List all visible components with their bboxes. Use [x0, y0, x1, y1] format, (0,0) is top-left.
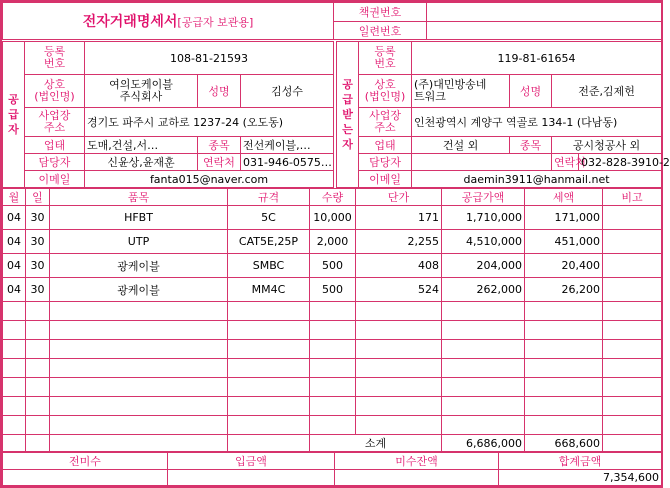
cell-empty [3, 321, 26, 340]
cell-price: 2,255 [356, 230, 442, 254]
cell-tax: 171,000 [525, 206, 603, 230]
cell-empty [3, 302, 26, 321]
label-line: 상호 [43, 78, 66, 91]
title-text: 전자거래명세서 [82, 14, 178, 30]
cell-empty [310, 397, 356, 416]
cell-supply: 262,000 [442, 278, 525, 302]
supplier-manager: 신윤상,윤재훈 [85, 154, 198, 171]
cell-empty [525, 340, 603, 359]
cell-note [603, 278, 662, 302]
supplier-biz-type-label: 업태 [25, 137, 85, 154]
cell-empty [228, 359, 310, 378]
receiver-company-label [359, 75, 412, 108]
total-label: 합계금액 [499, 453, 662, 470]
cell-empty [603, 321, 662, 340]
receiver-manager [412, 154, 552, 171]
cell-empty [442, 302, 525, 321]
cell-empty [50, 359, 228, 378]
subtotal-row [3, 435, 662, 452]
supplier-manager-label: 담당자 [25, 154, 85, 171]
receiver-biz-type: 건설 외 [412, 137, 510, 154]
col-header-tax: 세액 [525, 189, 603, 206]
cell-empty [310, 359, 356, 378]
receiver-reg-no: 119-81-61654 [412, 42, 662, 75]
items-table [2, 188, 662, 452]
supplier-side-char: 자 [8, 123, 19, 136]
cell-empty [3, 416, 26, 435]
subtotal-blank [50, 435, 228, 452]
header-table [2, 2, 662, 40]
col-header-day: 일 [26, 189, 50, 206]
receiver-contact: 032-828-3910-2 [579, 154, 662, 171]
receiver-address-label [359, 108, 412, 137]
cell-month: 04 [3, 206, 26, 230]
supplier-company [85, 75, 198, 108]
cell-day: 30 [26, 254, 50, 278]
col-header-qty: 수량 [310, 189, 356, 206]
cell-name: UTP [50, 230, 228, 254]
cell-empty [442, 359, 525, 378]
cell-day: 30 [26, 206, 50, 230]
supplier-biz-item: 전선케이블,… [241, 137, 334, 154]
cell-empty [26, 321, 50, 340]
book-no-label: 책권번호 [334, 3, 427, 22]
cell-empty [50, 302, 228, 321]
receiver-name: 전준,김제헌 [552, 75, 662, 108]
cell-empty [26, 397, 50, 416]
cell-empty [3, 378, 26, 397]
receiver-side-char: 공 [342, 78, 353, 91]
cell-empty [356, 359, 442, 378]
cell-price: 524 [356, 278, 442, 302]
cell-empty [26, 378, 50, 397]
cell-empty [525, 397, 603, 416]
cell-spec: SMBC [228, 254, 310, 278]
cell-empty [442, 340, 525, 359]
cell-empty [310, 302, 356, 321]
cell-empty [603, 397, 662, 416]
col-header-month: 월 [3, 189, 26, 206]
receiver-side-char: 자 [342, 138, 353, 151]
label-line: 등록 [374, 45, 396, 58]
label-line: 상호 [374, 78, 396, 91]
cell-tax: 26,200 [525, 278, 603, 302]
subtotal-supply: 6,686,000 [442, 435, 525, 452]
cell-empty [356, 340, 442, 359]
receiver-side-char: 급 [342, 93, 353, 106]
cell-day: 30 [26, 278, 50, 302]
cell-empty [525, 302, 603, 321]
supplier-biz-type: 도매,건설,서… [85, 137, 198, 154]
receiver-email: daemin3911@hanmail.net [412, 171, 662, 188]
cell-empty [3, 359, 26, 378]
cell-qty: 500 [310, 254, 356, 278]
cell-empty [603, 302, 662, 321]
supplier-contact-label: 연락처 [198, 154, 241, 171]
company-line: 트워크 [414, 90, 446, 103]
label-line: 등록 [43, 45, 66, 58]
receiver-manager-label: 담당자 [359, 154, 412, 171]
cell-empty [228, 397, 310, 416]
table-row-empty [3, 302, 662, 321]
receiver-name-label: 성명 [510, 75, 552, 108]
cell-empty [603, 416, 662, 435]
parties-table [2, 41, 670, 188]
receiver-contact-label: 연락처 [552, 154, 579, 171]
subtotal-note [603, 435, 662, 452]
cell-empty [228, 340, 310, 359]
label-line: 사업장 [38, 109, 71, 122]
subtotal-tax: 668,600 [525, 435, 603, 452]
cell-empty [26, 340, 50, 359]
cell-empty [356, 321, 442, 340]
cell-empty [26, 359, 50, 378]
cell-empty [525, 321, 603, 340]
cell-empty [310, 378, 356, 397]
totals-table [2, 452, 662, 486]
receiver-side-label [337, 42, 359, 188]
cell-supply: 1,710,000 [442, 206, 525, 230]
cell-empty [603, 340, 662, 359]
table-row-empty [3, 359, 662, 378]
supplier-name: 김성수 [241, 75, 334, 108]
cell-empty [310, 416, 356, 435]
balance-value [335, 470, 499, 486]
receiver-biz-item-label: 종목 [510, 137, 552, 154]
col-header-price: 단가 [356, 189, 442, 206]
supplier-address-label [25, 108, 85, 137]
cell-empty [50, 378, 228, 397]
supplier-side-label [3, 42, 25, 188]
cell-empty [525, 378, 603, 397]
subtotal-blank [26, 435, 50, 452]
book-no-value [427, 3, 662, 22]
supplier-reg-label [25, 42, 85, 75]
table-row-empty [3, 378, 662, 397]
supplier-reg-no: 108-81-21593 [85, 42, 334, 75]
cell-empty [3, 340, 26, 359]
table-row [3, 230, 662, 254]
supplier-side-char: 급 [8, 108, 19, 121]
table-row [3, 278, 662, 302]
items-body [3, 206, 662, 435]
deposit-label: 입금액 [168, 453, 335, 470]
receiver-email-label: 이메일 [359, 171, 412, 188]
cell-empty [310, 321, 356, 340]
supplier-address: 경기도 파주시 교하로 1237-24 (오도동) [85, 108, 334, 137]
receiver-biz-item: 공시청공사 외 [552, 137, 662, 154]
unpaid-value [3, 470, 168, 486]
label-line: (법인명) [364, 90, 406, 103]
cell-day: 30 [26, 230, 50, 254]
cell-empty [228, 378, 310, 397]
table-row-empty [3, 416, 662, 435]
cell-empty [603, 359, 662, 378]
cell-empty [356, 302, 442, 321]
cell-price: 408 [356, 254, 442, 278]
unpaid-label: 전미수 [3, 453, 168, 470]
receiver-side-char: 받 [342, 108, 353, 121]
cell-name: 광케이블 [50, 254, 228, 278]
serial-no-value [427, 22, 662, 40]
subtotal-label: 소계 [310, 435, 442, 452]
supplier-company-label [25, 75, 85, 108]
receiver-side-char: 는 [342, 123, 353, 136]
col-header-item: 품목 [50, 189, 228, 206]
subtotal-blank [3, 435, 26, 452]
col-header-spec: 규격 [228, 189, 310, 206]
cell-tax: 451,000 [525, 230, 603, 254]
serial-no-label: 일련번호 [334, 22, 427, 40]
cell-name: 광케이블 [50, 278, 228, 302]
cell-empty [310, 340, 356, 359]
receiver-biz-type-label: 업태 [359, 137, 412, 154]
cell-empty [50, 340, 228, 359]
table-row [3, 206, 662, 230]
label-line: (법인명) [34, 90, 75, 103]
title-subtitle: [공급자 보관용] [177, 16, 254, 29]
total-value: 7,354,600 [499, 470, 662, 486]
table-row [3, 254, 662, 278]
cell-empty [525, 416, 603, 435]
label-line: 사업장 [369, 109, 401, 122]
cell-spec: MM4C [228, 278, 310, 302]
cell-qty: 10,000 [310, 206, 356, 230]
cell-note [603, 254, 662, 278]
cell-tax: 20,400 [525, 254, 603, 278]
cell-spec: CAT5E,25P [228, 230, 310, 254]
cell-empty [3, 397, 26, 416]
cell-empty [356, 397, 442, 416]
cell-empty [50, 321, 228, 340]
cell-empty [442, 416, 525, 435]
cell-empty [442, 321, 525, 340]
company-line: 여의도케이블 [109, 78, 173, 91]
subtotal-blank [228, 435, 310, 452]
label-line: 주소 [374, 121, 396, 134]
label-line: 번호 [43, 57, 66, 70]
receiver-reg-label [359, 42, 412, 75]
table-row-empty [3, 340, 662, 359]
cell-month: 04 [3, 254, 26, 278]
supplier-biz-item-label: 종목 [198, 137, 241, 154]
label-line: 번호 [374, 57, 396, 70]
label-line: 주소 [43, 121, 66, 134]
supplier-side-char: 공 [8, 93, 19, 106]
cell-qty: 2,000 [310, 230, 356, 254]
cell-month: 04 [3, 230, 26, 254]
supplier-email: fanta015@naver.com [85, 171, 334, 188]
cell-supply: 204,000 [442, 254, 525, 278]
cell-name: HFBT [50, 206, 228, 230]
cell-empty [228, 416, 310, 435]
cell-supply: 4,510,000 [442, 230, 525, 254]
cell-qty: 500 [310, 278, 356, 302]
items-header-row [3, 189, 662, 206]
cell-empty [356, 378, 442, 397]
cell-price: 171 [356, 206, 442, 230]
table-row-empty [3, 321, 662, 340]
cell-note [603, 206, 662, 230]
cell-empty [356, 416, 442, 435]
cell-note [603, 230, 662, 254]
cell-empty [26, 302, 50, 321]
cell-spec: 5C [228, 206, 310, 230]
cell-empty [525, 359, 603, 378]
supplier-name-label: 성명 [198, 75, 241, 108]
cell-empty [50, 416, 228, 435]
cell-empty [50, 397, 228, 416]
col-header-note: 비고 [603, 189, 662, 206]
company-line: 주식회사 [119, 90, 163, 103]
receiver-address: 인천광역시 계양구 역골로 134-1 (다남동) [412, 108, 662, 137]
company-line: (주)대민방송네 [414, 78, 487, 91]
table-row-empty [3, 397, 662, 416]
receiver-company [412, 75, 510, 108]
cell-empty [26, 416, 50, 435]
document-title [3, 3, 334, 40]
cell-empty [442, 378, 525, 397]
col-header-supply: 공급가액 [442, 189, 525, 206]
supplier-email-label: 이메일 [25, 171, 85, 188]
cell-month: 04 [3, 278, 26, 302]
balance-label: 미수잔액 [335, 453, 499, 470]
cell-empty [228, 321, 310, 340]
deposit-value [168, 470, 335, 486]
cell-empty [228, 302, 310, 321]
cell-empty [442, 397, 525, 416]
cell-empty [603, 378, 662, 397]
supplier-contact: 031-946-0575… [241, 154, 334, 171]
